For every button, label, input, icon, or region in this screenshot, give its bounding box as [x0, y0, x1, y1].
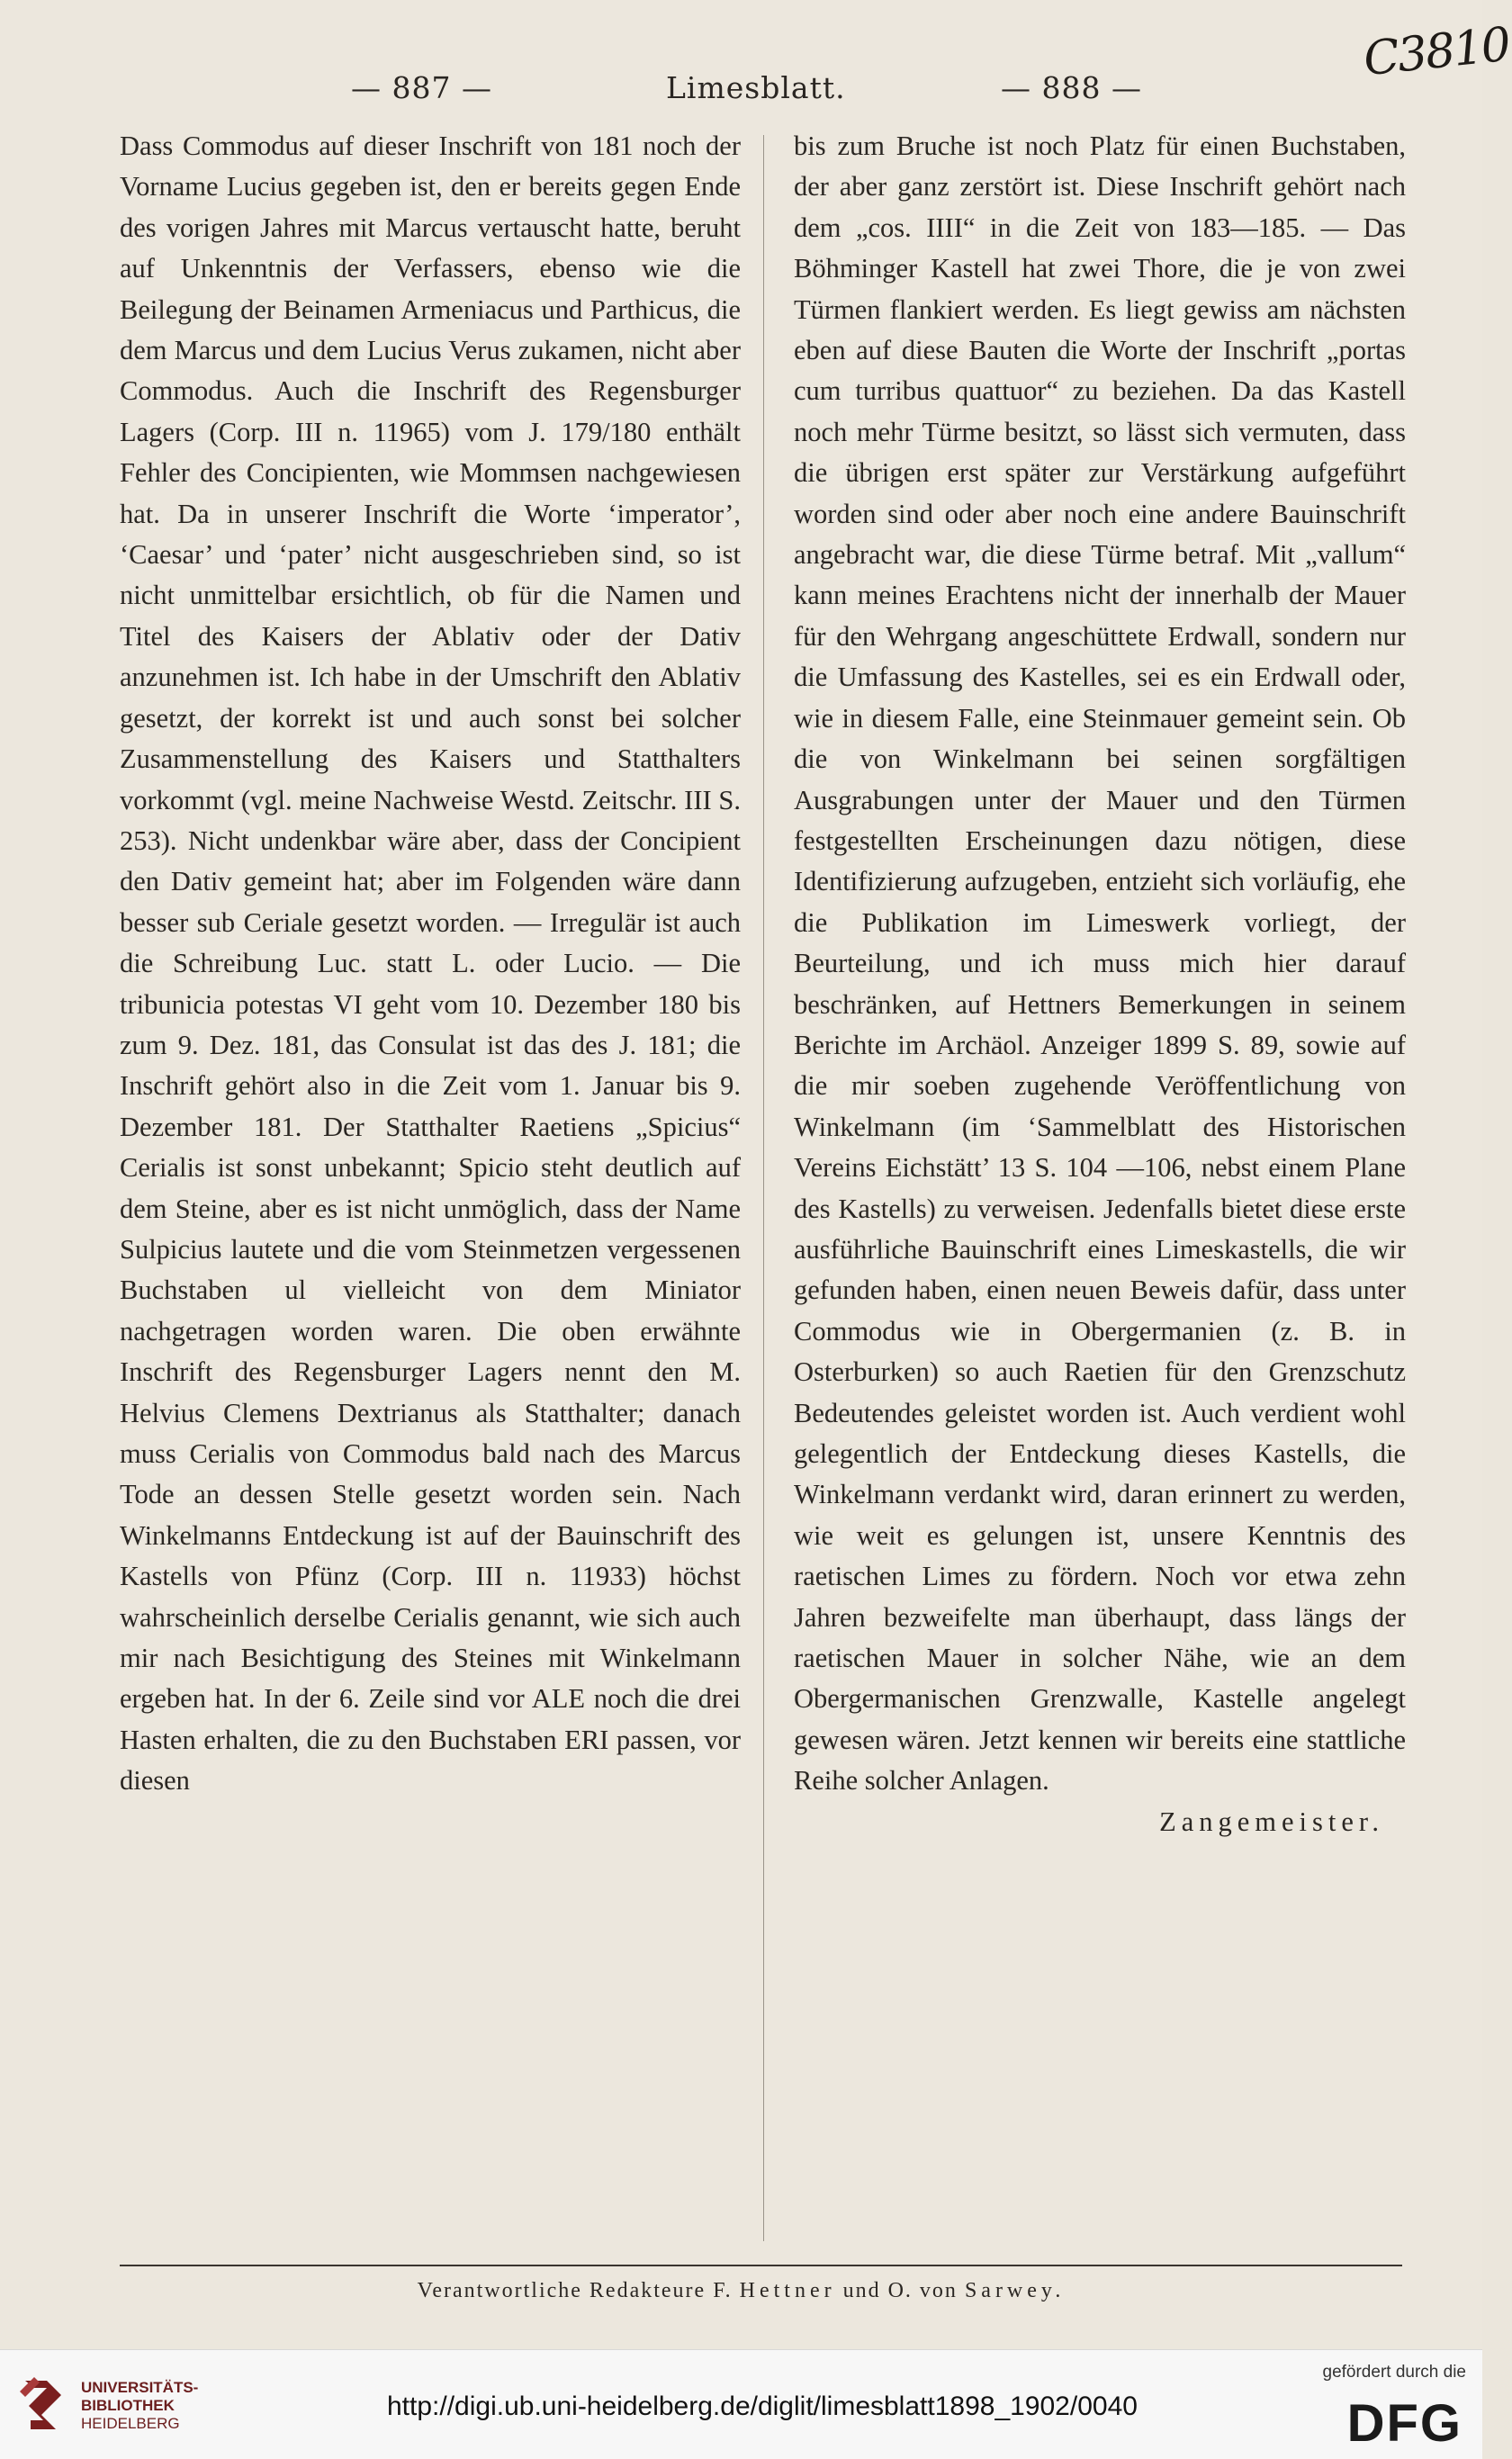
editor-name-2: Sarwey.	[964, 2279, 1066, 2302]
editor-name-1: Hettner	[739, 2279, 836, 2302]
column-divider	[763, 135, 764, 2241]
left-text-column	[120, 126, 741, 2277]
right-paragraph: bis zum Bruche ist noch Platz für einen Buchstaben, der aber ganz zerstört ist. Diese Inschrift gehört nach dem „cos. IIII“ in die Zeit von 183—185. — Das Böhminger Kastell hat zwei Thore, die je von zwei Türmen flankiert werden. Es liegt gewiss am nächsten eben auf diese Bauten die Worte der Inschrift „portas cum turribus quattuor“ zu beziehen. Da das Kastell noch mehr Türme besitzt, so lässt sich vermuten, dass die übrigen erst später zur Verstärkung aufgeführt worden sind oder aber noch eine andere Bauinschrift angebracht war, die diese Türme betraf. Mit „vallum“ kann meines Erachtens nicht der innerhalb der Mauer für den Wehrgang angeschüttete Erdwall, sondern nur die Umfassung des Kastelles, sei es ein Erdwall oder, wie in diesem Falle, eine Steinmauer gemeint sein. Ob die von Winkelmann bei seinen sorgfältigen Ausgrabungen unter der Mauer und den Türmen festgestellten Erscheinungen dazu nötigen, diese Identifizierung aufzugeben, entzieht sich vorläufig, ehe die Publikation im Limeswerk vorliegt, der Beurteilung, und ich muss mich hier darauf beschränken, auf Hettners Bemerkungen in seinem Berichte im Archäol. Anzeiger 1899 S. 89, sowie auf die mir soeben zugehende Veröffentlichung von Winkelmann (im ‘Sammelblatt des Historischen Vereins Eichstätt’ 13 S. 104 —106, nebst einem Plane des Kastells) zu verweisen. Jedenfalls bietet diese erste ausführliche Bauinschrift eines Limeskastells, die wir gefunden haben, einen neuen Beweis dafür, dass unter Commodus wie in Obergermanien (z. B. in Osterburken) so auch Raetien für den Grenzschutz Bedeutendes geleistet worden ist. Auch verdient wohl gelegentlich der Entdeckung dieses Kastells, die Winkelmann verdankt wird, daran erinnert zu werden, wie weit es gelungen ist, unsere Kenntnis des raetischen Limes zu fördern. Noch vor etwa zehn Jahren bezweifelte man überhaupt, dass längs der raetischen Mauer in solcher Nähe, wie an dem Obergermanischen Grenzwalle, Kastelle angelegt gewesen wären. Jetzt kennen wir bereits eine stattliche Reihe solcher Anlagen.	[794, 131, 1406, 1797]
footer-rule	[120, 2265, 1402, 2266]
digitization-bar	[0, 2349, 1482, 2459]
editors-line	[0, 2279, 1482, 2303]
page-header	[0, 70, 1482, 124]
source-url-link[interactable]: http://digi.ub.uni-heidelberg.de/diglit/limesblatt1898_1902/0040	[387, 2391, 1138, 2421]
page-number-right: — 888 —	[1001, 70, 1142, 105]
right-text-column	[794, 126, 1406, 2277]
library-name: UNIVERSITÄTS- BIBLIOTHEK HEIDELBERG	[81, 2379, 199, 2432]
library-logo[interactable]	[16, 2370, 199, 2442]
editors-prefix: Verantwortliche Redakteure F.	[417, 2279, 733, 2302]
editors-mid: und O. von	[842, 2279, 958, 2302]
running-title: Limesblatt.	[666, 70, 846, 105]
left-paragraph: Dass Commodus auf dieser Inschrift von 181 noch der Vorname Lucius gegeben ist, den er bereits gegen Ende des vorigen Jahres mit Marcus vertauscht hatte, beruht auf Unkenntnis der Verfassers, ebenso wie die Beilegung der Beinamen Armeniacus und Parthicus, die dem Marcus und dem Lucius Verus zukamen, nicht aber Commodus. Auch die Inschrift des Regensburger Lagers (Corp. III n. 11965) vom J. 179/180 enthält Fehler des Concipienten, wie Mommsen nachgewiesen hat. Da in unserer Inschrift die Worte ‘imperator’, ‘Caesar’ und ‘pater’ nicht ausgeschrieben sind, so ist nicht unmittelbar ersichtlich, ob für die Namen und Titel des Kaisers der Ablativ oder der Dativ anzunehmen ist. Ich habe in der Umschrift den Ablativ gesetzt, der korrekt ist und auch sonst bei solcher Zusammenstellung des Kaisers und Statthalters vorkommt (vgl. meine Nachweise Westd. Zeitschr. III S. 253). Nicht undenkbar wäre aber, dass der Concipient den Dativ gemeint hat; aber im Folgenden wäre dann besser sub Ceriale gesetzt worden. — Irregulär ist auch die Schreibung Luc. statt L. oder Lucio. — Die tribunicia potestas VI geht vom 10. Dezember 180 bis zum 9. Dez. 181, das Consulat ist das des J. 181; die Inschrift gehört also in die Zeit vom 1. Januar bis 9. Dezember 181. Der Statthalter Raetiens „Spicius“ Cerialis ist sonst unbekannt; Spicio steht deutlich auf dem Steine, aber es ist nicht unmöglich, dass der Name Sulpicius lautete und die vom Steinmetzen vergessenen Buchstaben ul vielleicht von dem Miniator nachgetragen worden waren. Die oben erwähnte Inschrift des Regensburger Lagers nennt den M. Helvius Clemens Dextrianus als Statthalter; danach muss Cerialis von Commodus bald nach des Marcus Tode an dessen Stelle gesetzt worden sein. Nach Winkelmanns Entdeckung ist auf der Bauinschrift des Kastells von Pfünz (Corp. III n. 11933) höchst wahrscheinlich derselbe Cerialis genannt, wie sich auch mir nach Besichtigung des Steines mit Winkelmann ergeben hat. In der 6. Zeile sind vor ALE noch die drei Hasten erhalten, die zu den Buchstaben ERI passen, vor diesen	[120, 131, 741, 1797]
author-signature: Zangemeister.	[1159, 1806, 1384, 1837]
handwritten-shelfmark: C3810	[1361, 17, 1512, 87]
dfg-logo[interactable]: DFG	[1346, 2394, 1462, 2453]
funded-by-label: gefördert durch die	[1322, 2363, 1466, 2382]
library-emblem-icon	[16, 2373, 72, 2436]
page-number-left: — 887 —	[351, 70, 492, 105]
